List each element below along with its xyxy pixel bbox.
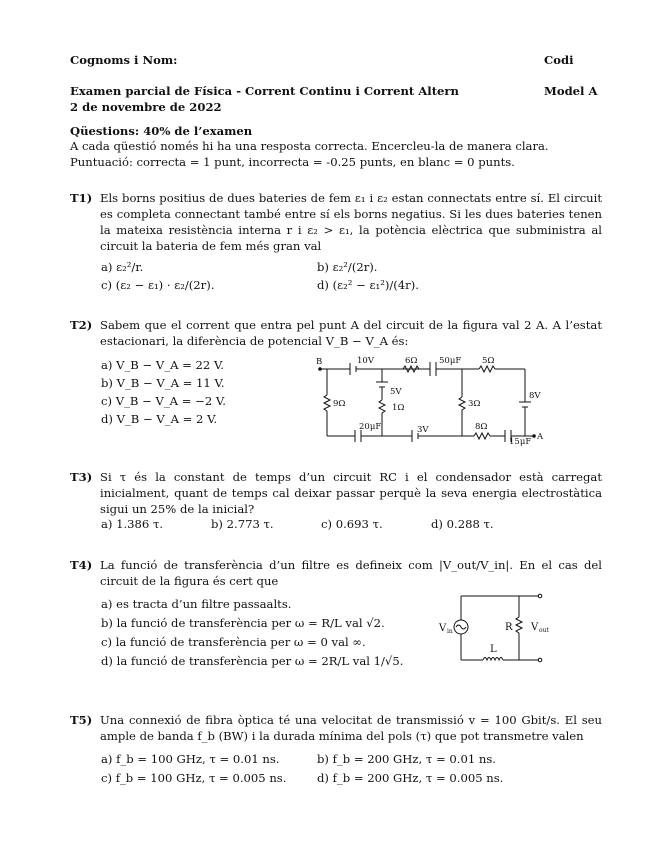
label-10v: 10V — [357, 356, 374, 366]
label-a: A — [537, 432, 544, 442]
option-d[interactable]: d) V_B − V_A = 2 V. — [101, 412, 218, 426]
node-b — [318, 367, 322, 371]
option-c[interactable]: c) la funció de transferència per ω = 0 val ∞. — [101, 635, 366, 649]
option-b[interactable]: b) 2.773 τ. — [211, 517, 274, 531]
label-vout: V — [531, 622, 539, 633]
question-text: Una connexió de fibra òptica té una velocitat de transmissió v = 100 Gbit/s. El seu ample de banda f_b (BW) i la durada mínima del pols (τ) que pot transmetre valen — [100, 713, 602, 743]
filter-circuit-t4 — [435, 590, 555, 668]
label-5ohm: 5Ω — [482, 356, 495, 366]
question-t4 — [70, 557, 602, 589]
question-number: T3) — [70, 470, 93, 484]
question-text: Els borns positius de dues bateries de fem ε₁ i ε₂ estan connectats entre sí. El circuit es completa connectant també entre sí els borns negatius. Si les dues bateries tenen la mateixa resistència interna r i ε₂ > ε₁, la potència elèctrica que subministra al circuit la bateria de fem més gran val — [100, 191, 602, 253]
question-number: T1) — [70, 191, 93, 205]
label-5v: 5V — [390, 387, 402, 397]
exam-title: Examen parcial de Física - Corrent Continu i Corrent Altern — [70, 84, 459, 98]
label-3v: 3V — [417, 425, 429, 435]
question-t3 — [70, 469, 602, 517]
option-d[interactable]: d) 0.288 τ. — [431, 517, 494, 531]
option-c[interactable]: c) f_b = 100 GHz, τ = 0.005 ns. — [101, 771, 287, 785]
label-vout-sub: out — [539, 627, 549, 634]
circuit-diagram-t2 — [312, 352, 552, 448]
label-b: B — [316, 357, 323, 367]
exam-date: 2 de novembre de 2022 — [70, 100, 222, 114]
instructions-line-1: A cada qüestió només hi ha una resposta correcta. Encercleu-la de manera clara. — [70, 139, 549, 153]
inductor-icon — [483, 658, 503, 661]
question-text: Sabem que el corrent que entra pel punt A del circuit de la figura val 2 A. A l’estat estacionari, la diferència de potencial V_B − V_A és: — [100, 318, 602, 348]
name-label: Cognoms i Nom: — [70, 53, 178, 67]
question-t1 — [70, 190, 602, 254]
option-d[interactable]: d) la funció de transferència per ω = 2R/L val 1/√5. — [101, 654, 404, 668]
label-3ohm: 3Ω — [468, 399, 481, 409]
label-8ohm: 8Ω — [475, 422, 488, 432]
label-r: R — [505, 622, 513, 633]
label-9ohm: 9Ω — [333, 399, 346, 409]
code-label: Codi — [544, 53, 574, 67]
option-c[interactable]: c) V_B − V_A = −2 V. — [101, 394, 226, 408]
question-number: T4) — [70, 558, 93, 572]
label-vin-sub: in — [447, 628, 453, 635]
option-d[interactable]: d) f_b = 200 GHz, τ = 0.005 ns. — [317, 771, 504, 785]
option-a[interactable]: a) f_b = 100 GHz, τ = 0.01 ns. — [101, 752, 280, 766]
label-1ohm: 1Ω — [392, 403, 405, 413]
option-b[interactable]: b) f_b = 200 GHz, τ = 0.01 ns. — [317, 752, 496, 766]
question-text: La funció de transferència d’un filtre es defineix com |V_out/V_in|. En el cas del circuit de la figura és cert que — [100, 558, 602, 588]
label-vin: V — [439, 623, 447, 634]
label-8v: 8V — [529, 391, 541, 401]
question-t2 — [70, 317, 602, 349]
option-c[interactable]: c) 0.693 τ. — [321, 517, 383, 531]
question-number: T2) — [70, 318, 93, 332]
option-a[interactable]: a) es tracta d’un filtre passaalts. — [101, 597, 292, 611]
option-b[interactable]: b) ε₂²/(2r). — [317, 260, 378, 274]
option-d[interactable]: d) (ε₂² − ε₁²)/(4r). — [317, 278, 419, 292]
label-l: L — [490, 644, 497, 655]
instructions-line-2: Puntuació: correcta = 1 punt, incorrecta = -0.25 punts, en blanc = 0 punts. — [70, 155, 515, 169]
label-15uf: 15μF — [509, 437, 532, 447]
option-a[interactable]: a) ε₂²/r. — [101, 260, 144, 274]
label-50uf: 50μF — [439, 356, 462, 366]
option-a[interactable]: a) 1.386 τ. — [101, 517, 164, 531]
question-t5 — [70, 712, 602, 744]
option-b[interactable]: b) V_B − V_A = 11 V. — [101, 376, 225, 390]
question-number: T5) — [70, 713, 93, 727]
option-a[interactable]: a) V_B − V_A = 22 V. — [101, 358, 224, 372]
option-b[interactable]: b) la funció de transferència per ω = R/L val √2. — [101, 616, 385, 630]
question-text: Si τ és la constant de temps d’un circuit RC i el condensador està carregat inicialment, quant de temps cal deixar passar perquè la seva energia electrostàtica sigui un 25% de la inicial? — [100, 470, 602, 516]
node-a — [532, 434, 536, 438]
label-20uf: 20μF — [359, 422, 382, 432]
model-label: Model A — [544, 84, 598, 98]
label-6ohm: 6Ω — [405, 356, 418, 366]
option-c[interactable]: c) (ε₂ − ε₁) · ε₂/(2r). — [101, 278, 215, 292]
instructions-title: Qüestions: 40% de l’examen — [70, 124, 253, 138]
